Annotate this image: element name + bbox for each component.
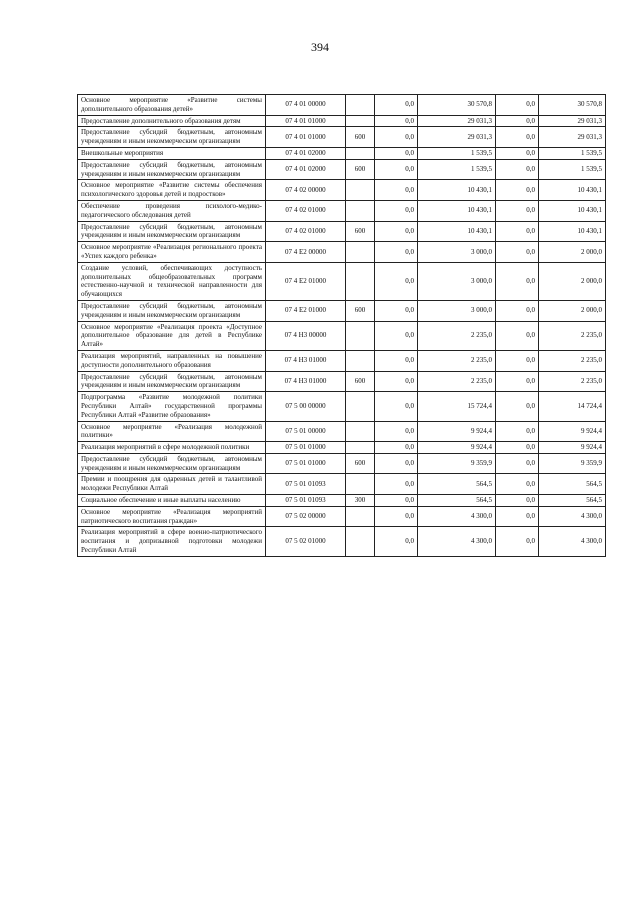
amount-cell-3: 0,0 [496,442,539,454]
expense-name-cell: Предоставление субсидий бюджетным, автономным учреждениям и иным некоммерческим организациям [78,371,266,392]
table-row [78,371,606,392]
expense-type-cell: 600 [346,127,375,148]
table-row [78,421,606,442]
target-code-cell: 07 4 Н3 01000 [266,371,346,392]
table-row [78,453,606,474]
target-code-cell: 07 4 02 01000 [266,221,346,242]
amount-cell-4: 4 300,0 [539,506,606,527]
table-row [78,506,606,527]
expense-type-cell: 600 [346,371,375,392]
expense-name-cell: Предоставление субсидий бюджетным, автономным учреждениям и иным некоммерческим организациям [78,127,266,148]
amount-cell-1: 0,0 [375,442,418,454]
expense-type-cell [346,506,375,527]
amount-cell-1: 0,0 [375,159,418,180]
amount-cell-2: 1 539,5 [418,147,496,159]
expense-name-cell: Предоставление субсидий бюджетным, автономным учреждениям и иным некоммерческим организациям [78,453,266,474]
amount-cell-1: 0,0 [375,392,418,421]
table-row [78,180,606,201]
target-code-cell: 07 5 01 01093 [266,474,346,495]
amount-cell-4: 2 000,0 [539,262,606,300]
expense-type-cell: 600 [346,300,375,321]
expense-type-cell [346,527,375,556]
amount-cell-2: 4 300,0 [418,527,496,556]
target-code-cell: 07 5 01 00000 [266,421,346,442]
amount-cell-1: 0,0 [375,95,418,116]
target-code-cell: 07 4 02 00000 [266,180,346,201]
amount-cell-2: 2 235,0 [418,371,496,392]
expense-name-cell: Премии и поощрения для одаренных детей и талантливой молодежи Республики Алтай [78,474,266,495]
table-row [78,442,606,454]
amount-cell-2: 9 924,4 [418,442,496,454]
amount-cell-3: 0,0 [496,159,539,180]
amount-cell-4: 4 300,0 [539,527,606,556]
amount-cell-2: 1 539,5 [418,159,496,180]
expense-type-cell [346,200,375,221]
amount-cell-1: 0,0 [375,474,418,495]
amount-cell-3: 0,0 [496,527,539,556]
amount-cell-2: 564,5 [418,474,496,495]
amount-cell-1: 0,0 [375,371,418,392]
amount-cell-3: 0,0 [496,350,539,371]
amount-cell-3: 0,0 [496,421,539,442]
amount-cell-1: 0,0 [375,421,418,442]
amount-cell-2: 10 430,1 [418,180,496,201]
amount-cell-4: 30 570,8 [539,95,606,116]
amount-cell-3: 0,0 [496,127,539,148]
expense-type-cell [346,95,375,116]
expense-name-cell: Предоставление субсидий бюджетным, автономным учреждениям и иным некоммерческим организациям [78,221,266,242]
expense-name-cell: Внешкольные мероприятия [78,147,266,159]
amount-cell-4: 9 924,4 [539,421,606,442]
table-row [78,95,606,116]
target-code-cell: 07 4 01 00000 [266,95,346,116]
expense-type-cell [346,392,375,421]
expense-name-cell: Реализация мероприятий, направленных на повышение доступности дополнительного образования [78,350,266,371]
target-code-cell: 07 4 02 01000 [266,200,346,221]
amount-cell-1: 0,0 [375,506,418,527]
amount-cell-3: 0,0 [496,115,539,127]
expense-name-cell: Основное мероприятие «Реализация мероприятий патриотического воспитания граждан» [78,506,266,527]
expense-type-cell: 600 [346,221,375,242]
amount-cell-1: 0,0 [375,300,418,321]
table-row [78,350,606,371]
amount-cell-2: 10 430,1 [418,200,496,221]
amount-cell-3: 0,0 [496,371,539,392]
amount-cell-3: 0,0 [496,147,539,159]
table-row [78,221,606,242]
expense-name-cell: Основное мероприятие «Реализация регионального проекта «Успех каждого ребенка» [78,242,266,263]
target-code-cell: 07 5 02 00000 [266,506,346,527]
amount-cell-3: 0,0 [496,506,539,527]
amount-cell-4: 1 539,5 [539,147,606,159]
amount-cell-3: 0,0 [496,221,539,242]
target-code-cell: 07 5 02 01000 [266,527,346,556]
table-row [78,115,606,127]
amount-cell-4: 2 000,0 [539,300,606,321]
amount-cell-4: 2 235,0 [539,371,606,392]
amount-cell-3: 0,0 [496,242,539,263]
amount-cell-4: 564,5 [539,474,606,495]
expense-name-cell: Основное мероприятие «Реализация молодежной политики» [78,421,266,442]
amount-cell-4: 564,5 [539,495,606,507]
amount-cell-1: 0,0 [375,262,418,300]
amount-cell-4: 9 359,9 [539,453,606,474]
table-row [78,527,606,556]
amount-cell-2: 4 300,0 [418,506,496,527]
table-row [78,392,606,421]
table-row [78,147,606,159]
expense-type-cell: 600 [346,453,375,474]
amount-cell-4: 10 430,1 [539,200,606,221]
amount-cell-2: 29 031,3 [418,127,496,148]
amount-cell-1: 0,0 [375,495,418,507]
table-row [78,242,606,263]
expense-type-cell [346,180,375,201]
amount-cell-4: 2 000,0 [539,242,606,263]
expense-name-cell: Основное мероприятие «Развитие системы дополнительного образования детей» [78,95,266,116]
amount-cell-2: 3 000,0 [418,300,496,321]
amount-cell-4: 10 430,1 [539,180,606,201]
amount-cell-1: 0,0 [375,200,418,221]
target-code-cell: 07 4 01 01000 [266,127,346,148]
amount-cell-3: 0,0 [496,453,539,474]
amount-cell-1: 0,0 [375,221,418,242]
amount-cell-2: 15 724,4 [418,392,496,421]
expense-name-cell: Создание условий, обеспечивающих доступность дополнительных общеобразовательных программ естественно-научной и технической направленности для обучающихся [78,262,266,300]
expense-type-cell [346,321,375,350]
expense-type-cell [346,147,375,159]
amount-cell-1: 0,0 [375,115,418,127]
expense-name-cell: Основное мероприятие «Реализация проекта «Доступное дополнительное образование для детей в Республике Алтай» [78,321,266,350]
expense-type-cell [346,421,375,442]
target-code-cell: 07 4 01 02000 [266,159,346,180]
amount-cell-2: 2 235,0 [418,321,496,350]
amount-cell-4: 9 924,4 [539,442,606,454]
expense-type-cell: 600 [346,159,375,180]
target-code-cell: 07 5 01 01000 [266,442,346,454]
amount-cell-4: 14 724,4 [539,392,606,421]
budget-table [77,94,606,557]
amount-cell-3: 0,0 [496,392,539,421]
expense-type-cell [346,442,375,454]
amount-cell-4: 29 031,3 [539,127,606,148]
table-row [78,127,606,148]
expense-type-cell [346,474,375,495]
target-code-cell: 07 4 01 02000 [266,147,346,159]
amount-cell-1: 0,0 [375,350,418,371]
page-number: 394 [311,40,329,54]
expense-type-cell [346,350,375,371]
table-row [78,495,606,507]
amount-cell-3: 0,0 [496,495,539,507]
expense-type-cell: 300 [346,495,375,507]
expense-type-cell [346,262,375,300]
target-code-cell: 07 5 01 01093 [266,495,346,507]
amount-cell-2: 10 430,1 [418,221,496,242]
amount-cell-4: 2 235,0 [539,350,606,371]
target-code-cell: 07 4 E2 01000 [266,262,346,300]
expense-name-cell: Предоставление субсидий бюджетным, автономным учреждениям и иным некоммерческим организациям [78,300,266,321]
amount-cell-2: 9 359,9 [418,453,496,474]
amount-cell-4: 10 430,1 [539,221,606,242]
amount-cell-1: 0,0 [375,127,418,148]
expense-name-cell: Подпрограмма «Развитие молодежной политики Республики Алтай» государственной программы Республики Алтай «Развитие образования» [78,392,266,421]
amount-cell-2: 29 031,3 [418,115,496,127]
amount-cell-3: 0,0 [496,474,539,495]
expense-name-cell: Основное мероприятие «Развитие системы обеспечения психологического здоровья детей и подростков» [78,180,266,201]
expense-type-cell [346,242,375,263]
target-code-cell: 07 4 Н3 01000 [266,350,346,371]
budget-table-body [78,95,606,557]
expense-name-cell: Реализация мероприятий в сфере военно-патриотического воспитания и допризывной подготовки молодежи Республики Алтай [78,527,266,556]
amount-cell-1: 0,0 [375,453,418,474]
amount-cell-1: 0,0 [375,180,418,201]
target-code-cell: 07 4 E2 00000 [266,242,346,263]
amount-cell-2: 9 924,4 [418,421,496,442]
expense-type-cell [346,115,375,127]
amount-cell-1: 0,0 [375,147,418,159]
amount-cell-3: 0,0 [496,321,539,350]
target-code-cell: 07 5 01 01000 [266,453,346,474]
amount-cell-1: 0,0 [375,242,418,263]
expense-name-cell: Предоставление дополнительного образования детям [78,115,266,127]
table-row [78,300,606,321]
expense-name-cell: Реализация мероприятий в сфере молодежной политики [78,442,266,454]
expense-name-cell: Обеспечение проведения психолого-медико-педагогического обследования детей [78,200,266,221]
target-code-cell: 07 5 00 00000 [266,392,346,421]
amount-cell-4: 2 235,0 [539,321,606,350]
amount-cell-4: 29 031,3 [539,115,606,127]
table-row [78,321,606,350]
amount-cell-4: 1 539,5 [539,159,606,180]
table-row [78,474,606,495]
amount-cell-1: 0,0 [375,321,418,350]
expense-name-cell: Предоставление субсидий бюджетным, автономным учреждениям и иным некоммерческим организациям [78,159,266,180]
amount-cell-3: 0,0 [496,180,539,201]
target-code-cell: 07 4 E2 01000 [266,300,346,321]
expense-name-cell: Социальное обеспечение и иные выплаты населению [78,495,266,507]
amount-cell-2: 564,5 [418,495,496,507]
target-code-cell: 07 4 Н3 00000 [266,321,346,350]
amount-cell-3: 0,0 [496,300,539,321]
amount-cell-3: 0,0 [496,200,539,221]
amount-cell-2: 3 000,0 [418,262,496,300]
amount-cell-3: 0,0 [496,95,539,116]
table-row [78,159,606,180]
amount-cell-2: 3 000,0 [418,242,496,263]
amount-cell-1: 0,0 [375,527,418,556]
amount-cell-2: 2 235,0 [418,350,496,371]
target-code-cell: 07 4 01 01000 [266,115,346,127]
amount-cell-3: 0,0 [496,262,539,300]
table-row [78,262,606,300]
table-row [78,200,606,221]
amount-cell-2: 30 570,8 [418,95,496,116]
